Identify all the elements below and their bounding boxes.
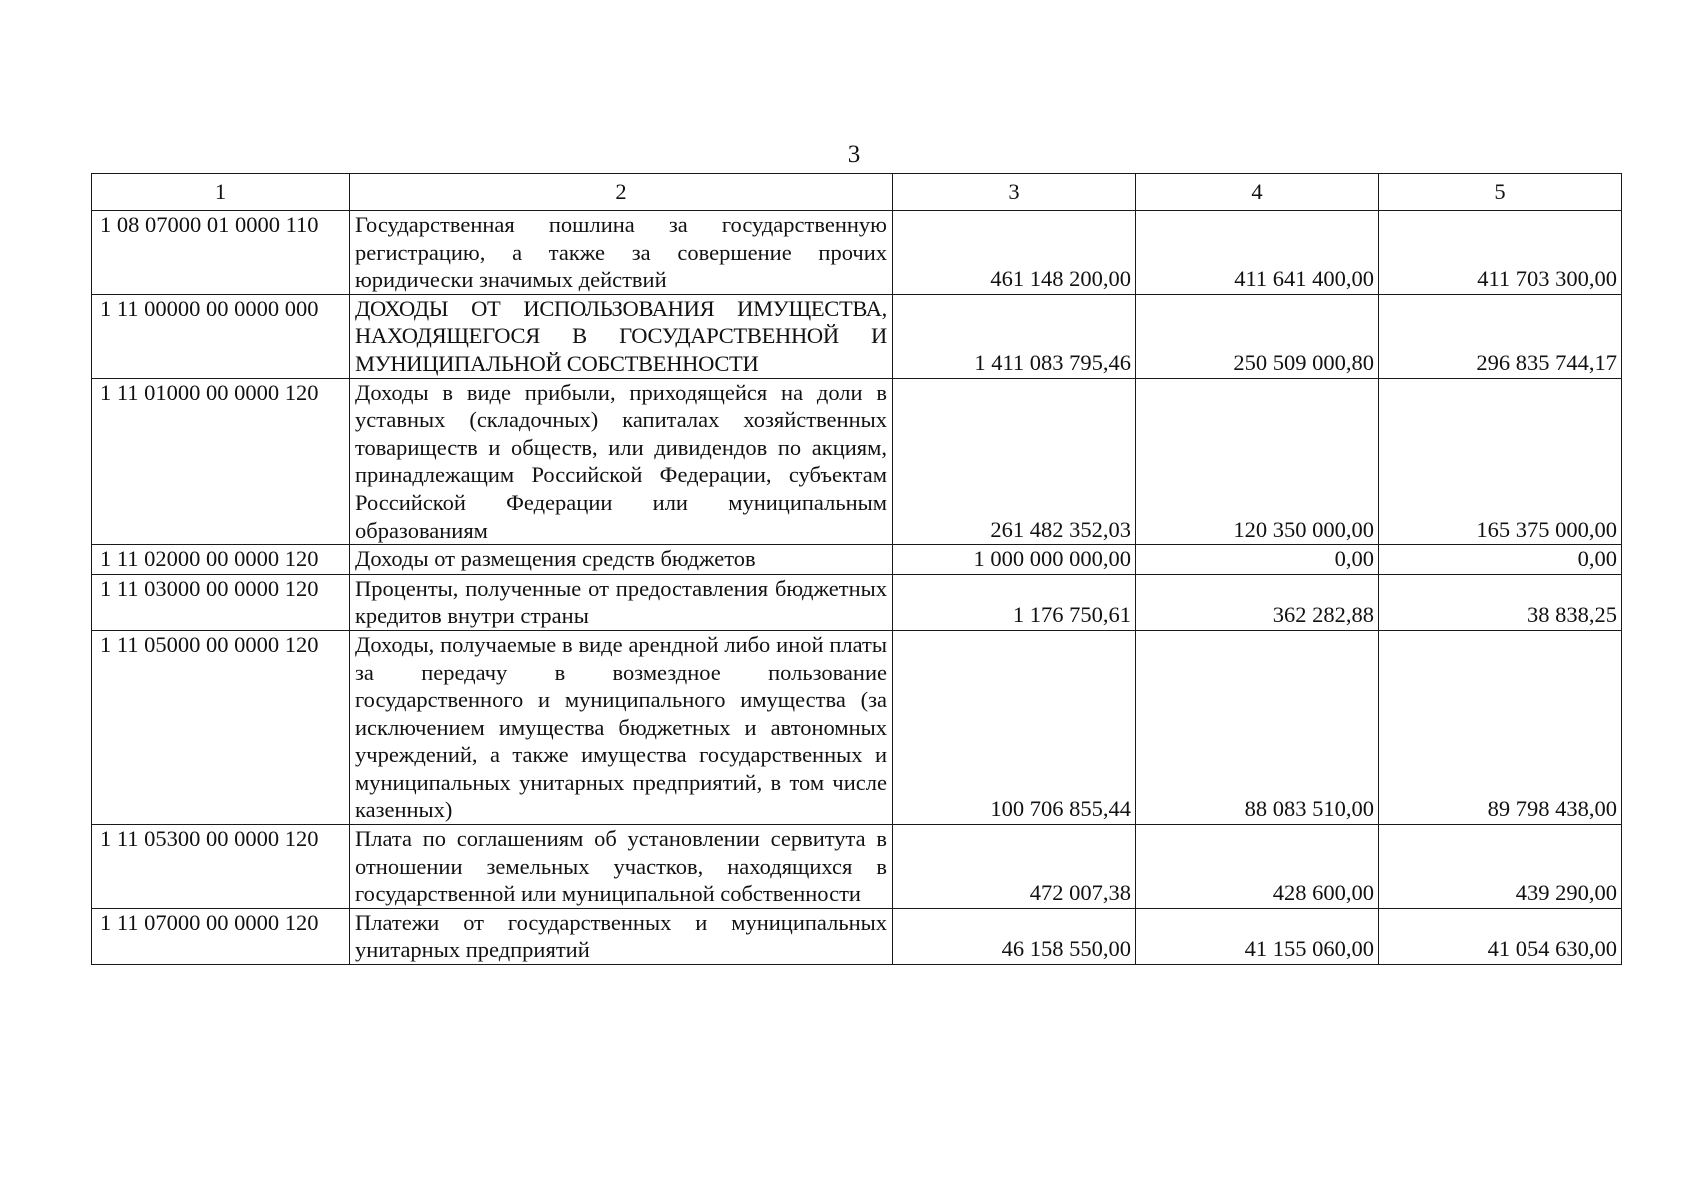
amount-col-3: 261 482 352,03: [893, 378, 1136, 545]
table-header-row: [92, 174, 1622, 211]
amount-col-5: 411 703 300,00: [1379, 211, 1622, 295]
table-row: [92, 908, 1622, 964]
amount-col-3: 461 148 200,00: [893, 211, 1136, 295]
revenue-description: ДОХОДЫ ОТ ИСПОЛЬЗОВАНИЯ ИМУЩЕСТВА, НАХОДЯЩЕГОСЯ В ГОСУДАРСТВЕННОЙ И МУНИЦИПАЛЬНОЙ СОБСТВЕННОСТИ: [350, 294, 893, 378]
revenue-description: Проценты, полученные от предоставления бюджетных кредитов внутри страны: [350, 574, 893, 630]
amount-col-3: 1 411 083 795,46: [893, 294, 1136, 378]
amount-col-4: 428 600,00: [1136, 825, 1379, 909]
amount-col-5: 165 375 000,00: [1379, 378, 1622, 545]
amount-col-4: 362 282,88: [1136, 574, 1379, 630]
amount-col-4: 41 155 060,00: [1136, 908, 1379, 964]
revenue-description: Доходы в виде прибыли, приходящейся на доли в уставных (складочных) капиталах хозяйственных товариществ и обществ, или дивидендов по акциям, принадлежащим Российской Федерации, субъектам Российской Федерации или муниципальным образованиям: [350, 378, 893, 545]
amount-col-5: 38 838,25: [1379, 574, 1622, 630]
budget-code: 1 11 02000 00 0000 120: [92, 545, 350, 575]
revenue-description: Платежи от государственных и муниципальных унитарных предприятий: [350, 908, 893, 964]
column-header-3: 3: [893, 174, 1136, 211]
revenue-description: Доходы от размещения средств бюджетов: [350, 545, 893, 575]
amount-col-3: 1 000 000 000,00: [893, 545, 1136, 575]
table-row: [92, 630, 1622, 824]
amount-col-4: 0,00: [1136, 545, 1379, 575]
amount-col-5: 89 798 438,00: [1379, 630, 1622, 824]
amount-col-5: 439 290,00: [1379, 825, 1622, 909]
table-row: [92, 211, 1622, 295]
table-row: [92, 825, 1622, 909]
table-row: [92, 294, 1622, 378]
budget-code: 1 08 07000 01 0000 110: [92, 211, 350, 295]
amount-col-3: 1 176 750,61: [893, 574, 1136, 630]
column-header-5: 5: [1379, 174, 1622, 211]
budget-code: 1 11 03000 00 0000 120: [92, 574, 350, 630]
amount-col-3: 46 158 550,00: [893, 908, 1136, 964]
page-number: 3: [847, 141, 861, 168]
revenue-description: Государственная пошлина за государственную регистрацию, а также за совершение прочих юридически значимых действий: [350, 211, 893, 295]
budget-code: 1 11 00000 00 0000 000: [92, 294, 350, 378]
amount-col-5: 41 054 630,00: [1379, 908, 1622, 964]
budget-code: 1 11 01000 00 0000 120: [92, 378, 350, 545]
amount-col-5: 296 835 744,17: [1379, 294, 1622, 378]
amount-col-3: 472 007,38: [893, 825, 1136, 909]
amount-col-4: 120 350 000,00: [1136, 378, 1379, 545]
table-row: [92, 378, 1622, 545]
amount-col-4: 250 509 000,80: [1136, 294, 1379, 378]
amount-col-4: 411 641 400,00: [1136, 211, 1379, 295]
budget-code: 1 11 05000 00 0000 120: [92, 630, 350, 824]
budget-revenue-table: [91, 173, 1622, 965]
revenue-description: Плата по соглашениям об установлении сервитута в отношении земельных участков, находящихся в государственной или муниципальной собственности: [350, 825, 893, 909]
budget-code: 1 11 05300 00 0000 120: [92, 825, 350, 909]
table-row: [92, 574, 1622, 630]
amount-col-5: 0,00: [1379, 545, 1622, 575]
table-row: [92, 545, 1622, 575]
amount-col-4: 88 083 510,00: [1136, 630, 1379, 824]
column-header-2: 2: [350, 174, 893, 211]
budget-code: 1 11 07000 00 0000 120: [92, 908, 350, 964]
column-header-1: 1: [92, 174, 350, 211]
revenue-description: Доходы, получаемые в виде арендной либо иной платы за передачу в возмездное пользование государственного и муниципального имущества (за исключением имущества бюджетных и автономных учреждений, а также имущества государственных и муниципальных унитарных предприятий, в том числе казенных): [350, 630, 893, 824]
column-header-4: 4: [1136, 174, 1379, 211]
amount-col-3: 100 706 855,44: [893, 630, 1136, 824]
